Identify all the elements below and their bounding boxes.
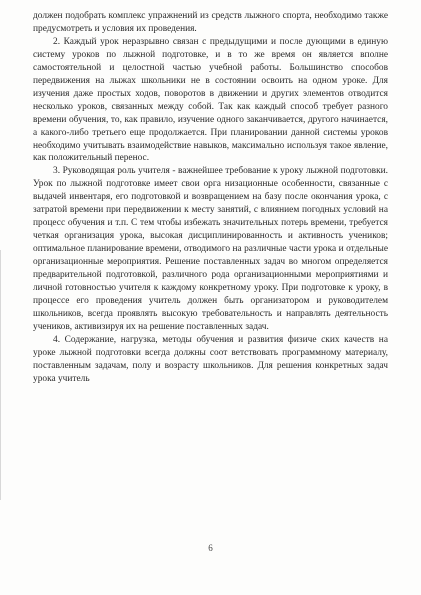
page-edge-shadow — [0, 250, 1, 500]
paragraph-item-3: 3. Руководящая роль учителя - важнейшее требование к уроку лыжной подготовки. Урок по лыжной подготовке имеет свои орга низационные особенности, связанные с выдачей инвентаря, его подготовкой и возвращением на базу после окончания урока, с затратой времени при передвижении к месту занятий, с влиянием погодных условий на процесс обучения и т.п. С тем чтобы избежать значительных потерь времени, требуется четкая организация урока, высокая дисциплинированность и активность учеников; оптимальное планирование времени, отводимого на различные части урока и отдельные организационные мероприятия. Решение поставленных задач во многом определяется предварительной подготовкой, различного рода организационными мероприятиями и личной готовностью учителя к каждому конкретному уроку. При подготовке к уроку, в процессе его проведения учитель должен быть организатором и руководителем школьников, всегда проявлять высокую требовательность и направлять деятельность учеников, активизируя их на решение поставленных задач. — [33, 166, 388, 332]
paragraph-continuation: должен подобрать комплекс упражнений из средств лыжного спорта, необходимо также предусмотреть и условия их проведения. — [33, 11, 388, 34]
body-text — [33, 10, 388, 386]
paragraph-item-4: 4. Содержание, нагрузка, методы обучения и развития физиче ских качеств на уроке лыжной подготовки всегда должны соот ветствовать программному материалу, поставленным задачам, полу и возрасту школьников. Для решения конкретных задач урока учитель — [33, 334, 388, 384]
page-number: 6 — [208, 543, 213, 553]
paragraph-item-2: 2. Каждый урок неразрывно связан с предыдущими и после дующими в единую систему уроков по лыжной подготовке, и в то же время он является вполне самостоятельной и целостной частью учебной работы. Большинство способов передвижения на лыжах школьники не в состоянии освоить на одном уроке. Для изучения даже простых ходов, поворотов в движении и других элементов отводится несколько уроков, связанных между собой. Так как каждый способ требует разного времени обучения, то, как правило, изучение одного заканчивается, другого начинается, а какого-либо третьего еще продолжается. При планировании данной системы уроков необходимо учитывать взаимодействие навыков, максимально используя такое явление, как положительный перенос. — [33, 36, 388, 164]
